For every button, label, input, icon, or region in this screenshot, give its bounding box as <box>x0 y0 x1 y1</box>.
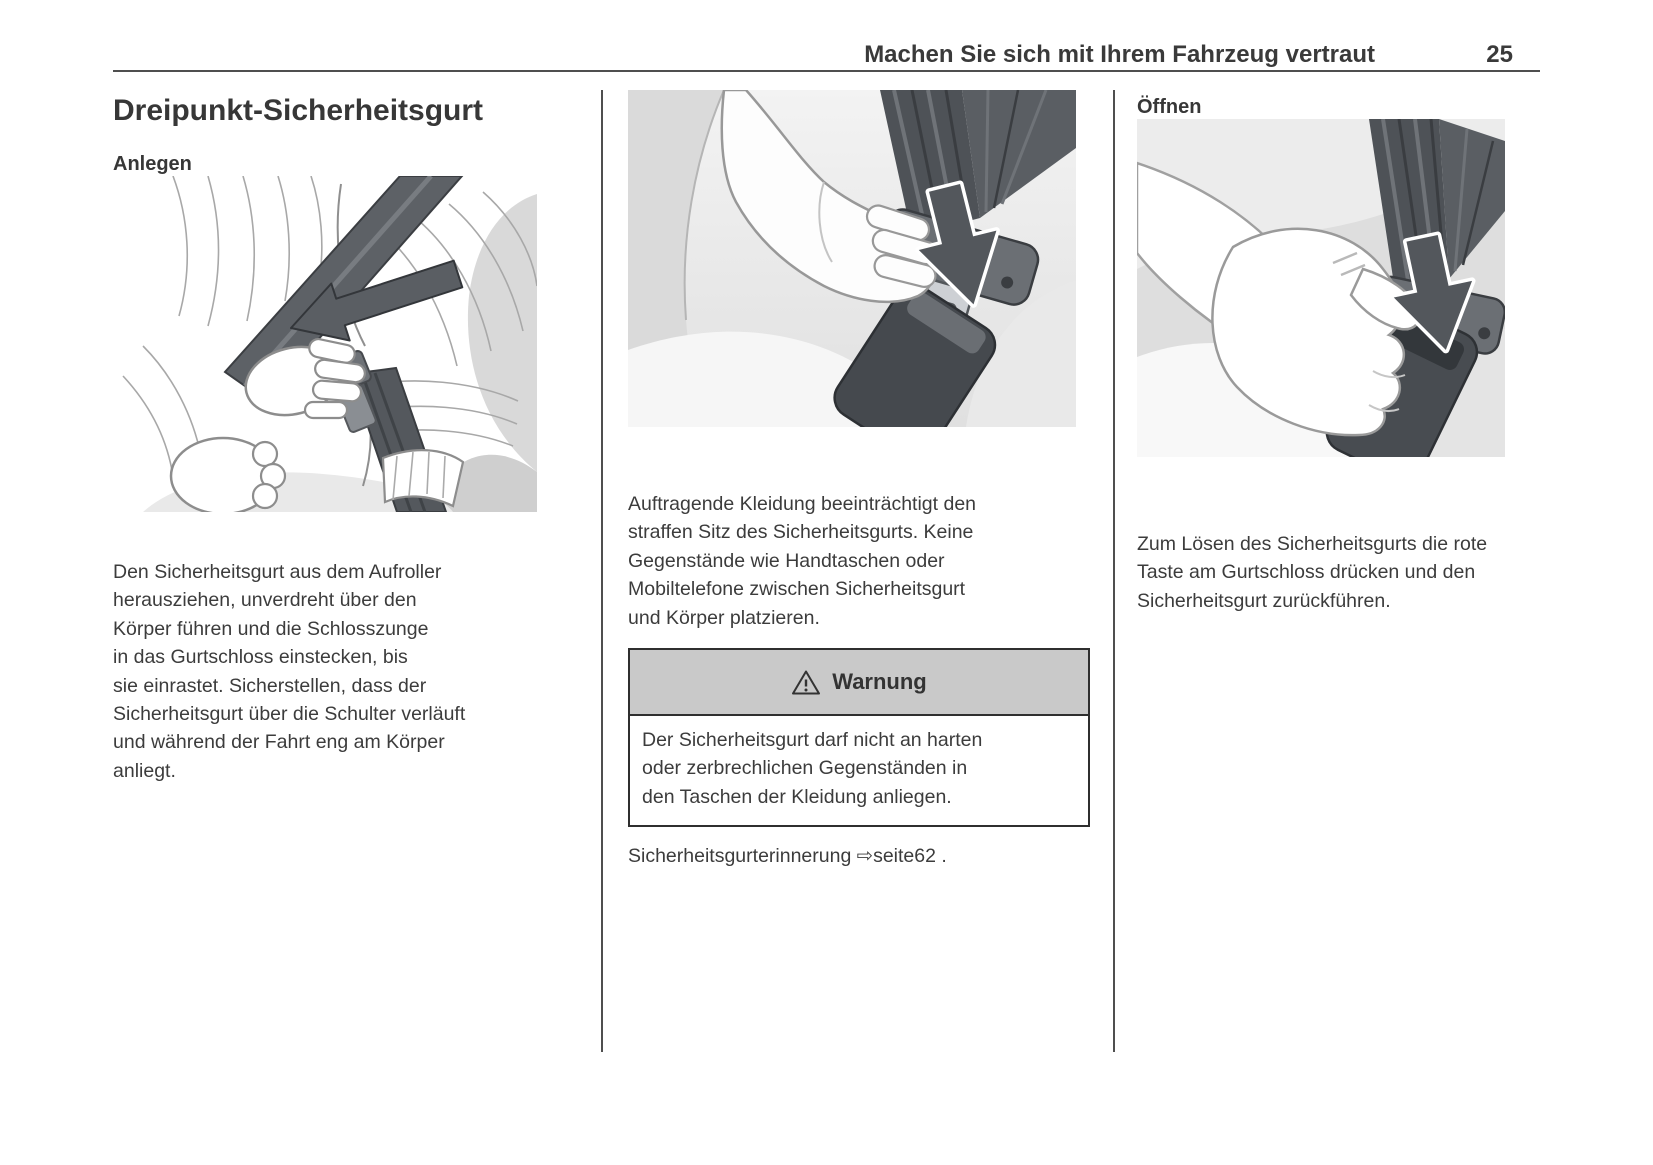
warning-header <box>630 650 1088 716</box>
fasten-belt-illustration <box>113 176 537 512</box>
chapter-title: Machen Sie sich mit Ihrem Fahrzeug vertraut <box>864 41 1375 68</box>
warning-title: Warnung <box>832 669 927 695</box>
reference-target: seite62 <box>873 845 936 868</box>
cross-reference-line <box>628 844 1090 868</box>
warning-text: Der Sicherheitsgurt darf nicht an harten oder zerbrechlichen Gegenständen in den Taschen der Kleidung anliegen. <box>642 729 983 808</box>
release-paragraph: Zum Lösen des Sicherheitsgurts die rote Taste am Gurtschloss drücken und den Sicherheitsgurt zurückführen. <box>1137 533 1488 612</box>
reference-suffix: . <box>935 845 947 868</box>
column-release <box>1137 90 1540 615</box>
buckle-release-illustration <box>1137 119 1505 457</box>
clothing-paragraph: Auftragende Kleidung beeinträchtigt den straffen Sitz des Sicherheitsgurts. Keine Gegenstände wie Handtaschen oder Mobiltelefone zwischen Sicherheitsgurt und Körper platzieren. <box>628 493 977 629</box>
reference-arrow-icon: ⇨ <box>856 844 874 868</box>
column-divider-right <box>1113 90 1115 1052</box>
page-number: 25 <box>1486 41 1513 68</box>
subsection-heading-oeffnen: Öffnen <box>1137 96 1202 118</box>
sleeve-cuff <box>383 450 463 506</box>
reference-label: Sicherheitsgurterinnerung <box>628 845 852 868</box>
fist <box>171 438 285 512</box>
warning-box <box>628 648 1090 827</box>
column-divider-left <box>601 90 603 1052</box>
header-rule <box>113 70 1540 72</box>
page-reference-link[interactable] <box>857 845 936 867</box>
warning-triangle-icon <box>791 669 821 696</box>
column-clothing-warning <box>628 90 1090 868</box>
buckle-insert-illustration <box>628 90 1076 427</box>
column-fasten <box>113 90 545 785</box>
subsection-heading-anlegen: Anlegen <box>113 153 192 175</box>
fasten-belt-paragraph: Den Sicherheitsgurt aus dem Aufroller herausziehen, unverdreht über den Körper führen und die Schlosszunge in das Gurtschloss einstecken, bis sie einrastet. Sicherstellen, dass der Sicherheitsgurt über die Schulter verläuft und während der Fahrt eng am Körper anliegt. <box>113 561 466 782</box>
section-heading: Dreipunkt-Sicherheitsgurt <box>113 94 484 127</box>
